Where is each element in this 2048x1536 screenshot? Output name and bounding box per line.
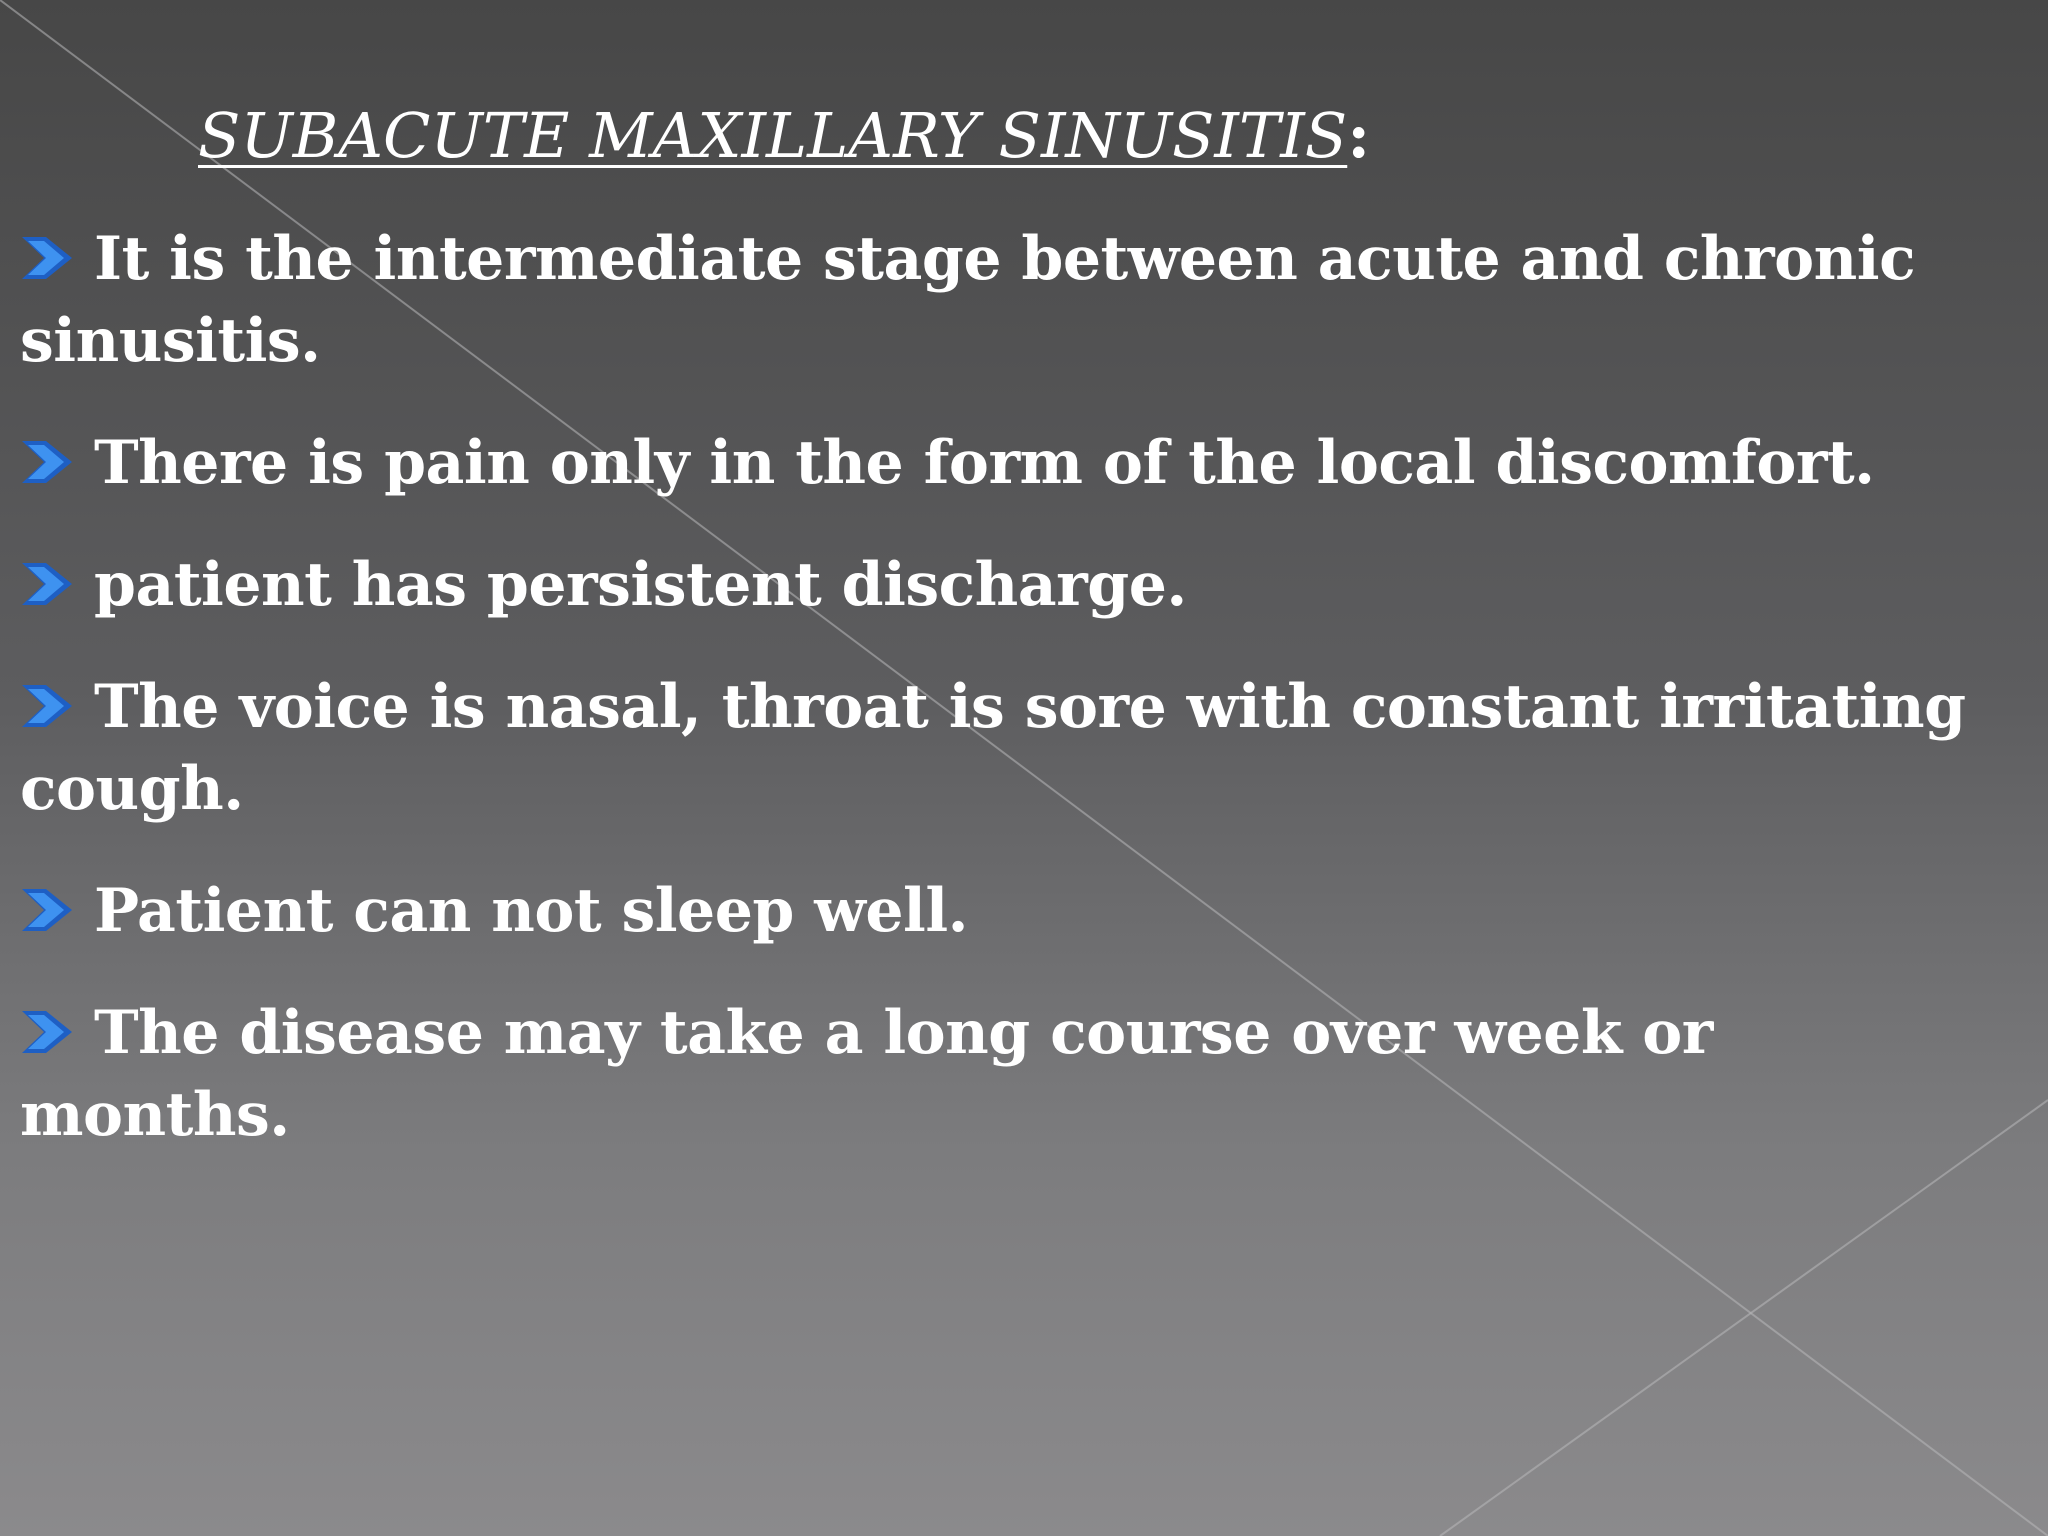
bullet-item: [20, 422, 1980, 504]
bullet-text: There is pain only in the form of the local discomfort.: [94, 428, 1875, 498]
bullet-item: [20, 870, 1980, 952]
chevron-arrow-icon: [20, 233, 74, 283]
bullet-item: [20, 218, 1980, 382]
bullet-text: Patient can not sleep well.: [94, 876, 969, 946]
chevron-arrow-icon: [20, 559, 74, 609]
chevron-arrow-icon: [20, 885, 74, 935]
bullet-item: [20, 544, 1980, 626]
chevron-arrow-icon: [20, 437, 74, 487]
title-text: SUBACUTE MAXILLARY SINUSITIS: [198, 99, 1348, 172]
bullet-list: [20, 218, 1980, 1196]
bullet-text: It is the intermediate stage between acute and chronic sinusitis.: [20, 224, 1916, 376]
chevron-arrow-icon: [20, 681, 74, 731]
bullet-item: [20, 666, 1980, 830]
bullet-text: The disease may take a long course over week or months.: [20, 998, 1713, 1150]
bullet-text: patient has persistent discharge.: [94, 550, 1187, 620]
bullet-item: [20, 992, 1980, 1156]
title-colon: :: [1347, 99, 1371, 172]
slide-title: [198, 98, 1370, 174]
chevron-arrow-icon: [20, 1007, 74, 1057]
bullet-text: The voice is nasal, throat is sore with constant irritating cough.: [20, 672, 1966, 824]
